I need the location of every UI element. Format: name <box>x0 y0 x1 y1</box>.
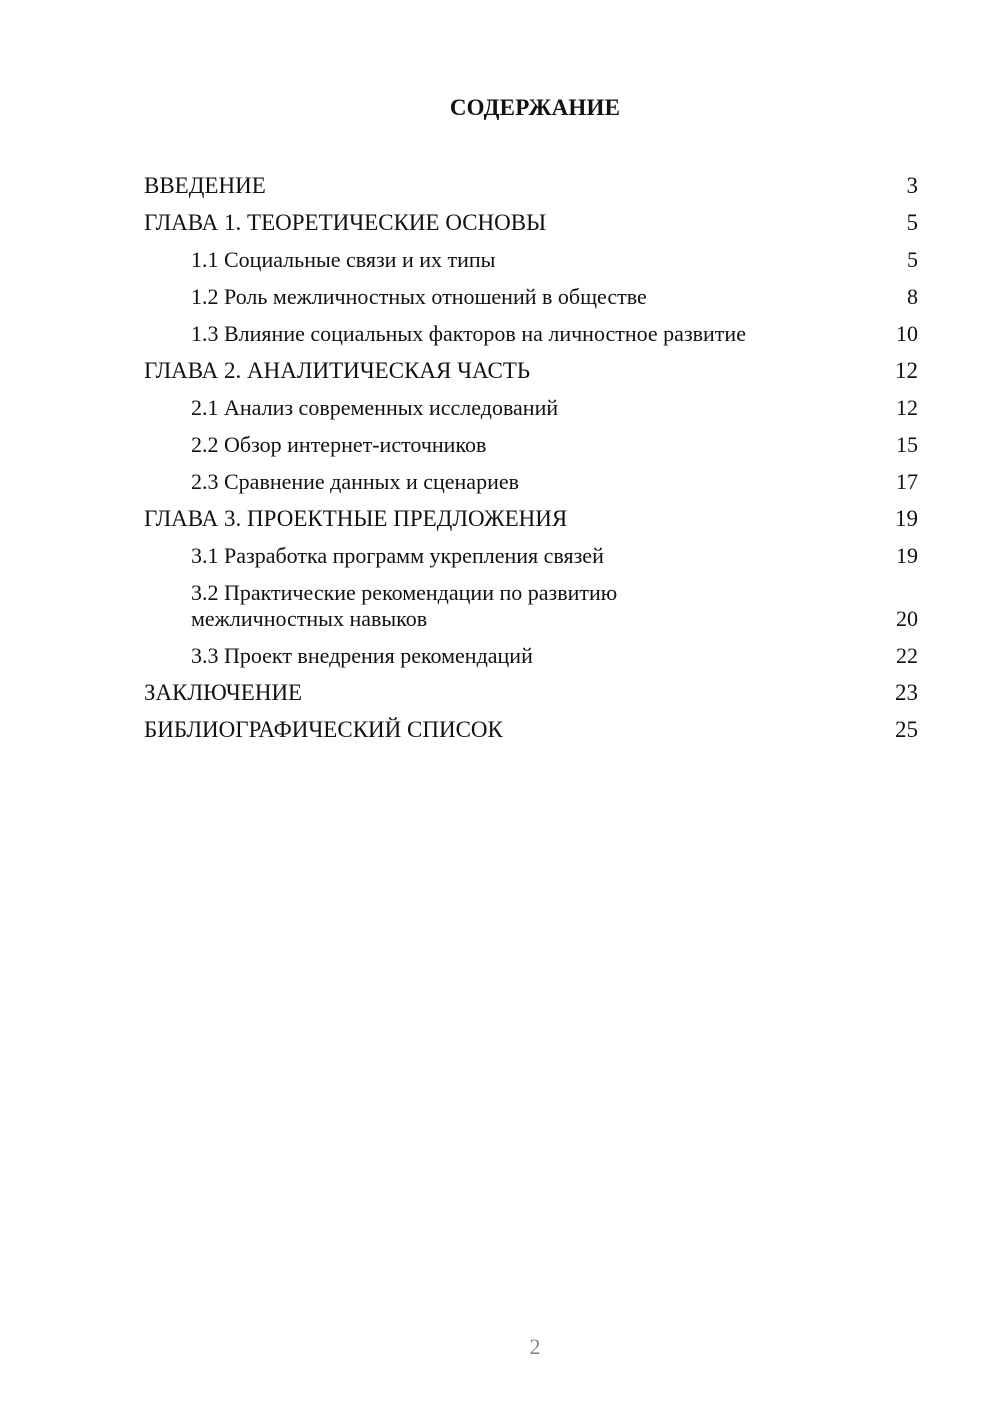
toc-entry-chapter-1 <box>144 205 918 242</box>
toc-entry-label: 1.1 Социальные связи и их типы <box>191 247 496 272</box>
toc-entry-page: 19 <box>895 506 918 531</box>
toc-entry-chapter-2 <box>144 353 918 390</box>
toc-entry-label: ГЛАВА 1. ТЕОРЕТИЧЕСКИЕ ОСНОВЫ <box>144 210 547 235</box>
toc-entry-label: ГЛАВА 3. ПРОЕКТНЫЕ ПРЕДЛОЖЕНИЯ <box>144 506 568 531</box>
toc-entry-page: 22 <box>896 643 918 668</box>
toc-entry-section-3-3 <box>144 638 918 675</box>
toc-entry-label: ГЛАВА 2. АНАЛИТИЧЕСКАЯ ЧАСТЬ <box>144 358 531 383</box>
toc-entry-page: 10 <box>896 321 918 346</box>
toc-entry-chapter-3 <box>144 501 918 538</box>
toc-entry-label: ЗАКЛЮЧЕНИЕ <box>144 680 303 705</box>
toc-entry-page: 25 <box>895 717 918 742</box>
table-of-contents <box>144 168 918 749</box>
toc-entry-page: 5 <box>906 210 918 235</box>
toc-entry-page: 15 <box>896 432 918 457</box>
toc-entry-label: БИБЛИОГРАФИЧЕСКИЙ СПИСОК <box>144 717 503 742</box>
toc-entry-page: 12 <box>895 358 918 383</box>
toc-entry-section-2-1 <box>144 390 918 427</box>
toc-entry-section-2-2 <box>144 427 918 464</box>
page-title: СОДЕРЖАНИЕ <box>449 95 621 120</box>
toc-entry-section-1-3 <box>144 316 918 353</box>
toc-entry-label: 3.2 Практические рекомендации по развитию межличностных навыков <box>191 580 618 631</box>
toc-entry-label: 1.3 Влияние социальных факторов на личностное развитие <box>191 321 746 346</box>
toc-entry-page: 17 <box>896 469 918 494</box>
page-number: 2 <box>529 1334 541 1359</box>
toc-entry-label: 2.3 Сравнение данных и сценариев <box>191 469 520 494</box>
toc-entry-label: ВВЕДЕНИЕ <box>144 173 266 198</box>
toc-entry-label: 1.2 Роль межличностных отношений в обществе <box>191 284 647 309</box>
toc-entry-conclusion <box>144 675 918 712</box>
toc-entry-page: 20 <box>896 606 918 631</box>
toc-entry-section-2-3 <box>144 464 918 501</box>
toc-entry-introduction <box>144 168 918 205</box>
toc-entry-section-1-1 <box>144 242 918 279</box>
toc-entry-page: 19 <box>896 543 918 568</box>
toc-entry-bibliography <box>144 712 918 749</box>
toc-entry-page: 8 <box>907 284 918 309</box>
toc-entry-section-1-2 <box>144 279 918 316</box>
toc-entry-section-3-1 <box>144 538 918 575</box>
toc-entry-page: 5 <box>907 247 918 272</box>
toc-entry-page: 23 <box>895 680 918 705</box>
toc-entry-label: 2.2 Обзор интернет-источников <box>191 432 487 457</box>
toc-entry-section-3-2 <box>144 575 918 638</box>
toc-entry-label: 3.1 Разработка программ укрепления связей <box>191 543 604 568</box>
toc-entry-label: 3.3 Проект внедрения рекомендаций <box>191 643 533 668</box>
toc-entry-label: 2.1 Анализ современных исследований <box>191 395 559 420</box>
toc-entry-page: 12 <box>896 395 918 420</box>
toc-entry-page: 3 <box>906 173 918 198</box>
